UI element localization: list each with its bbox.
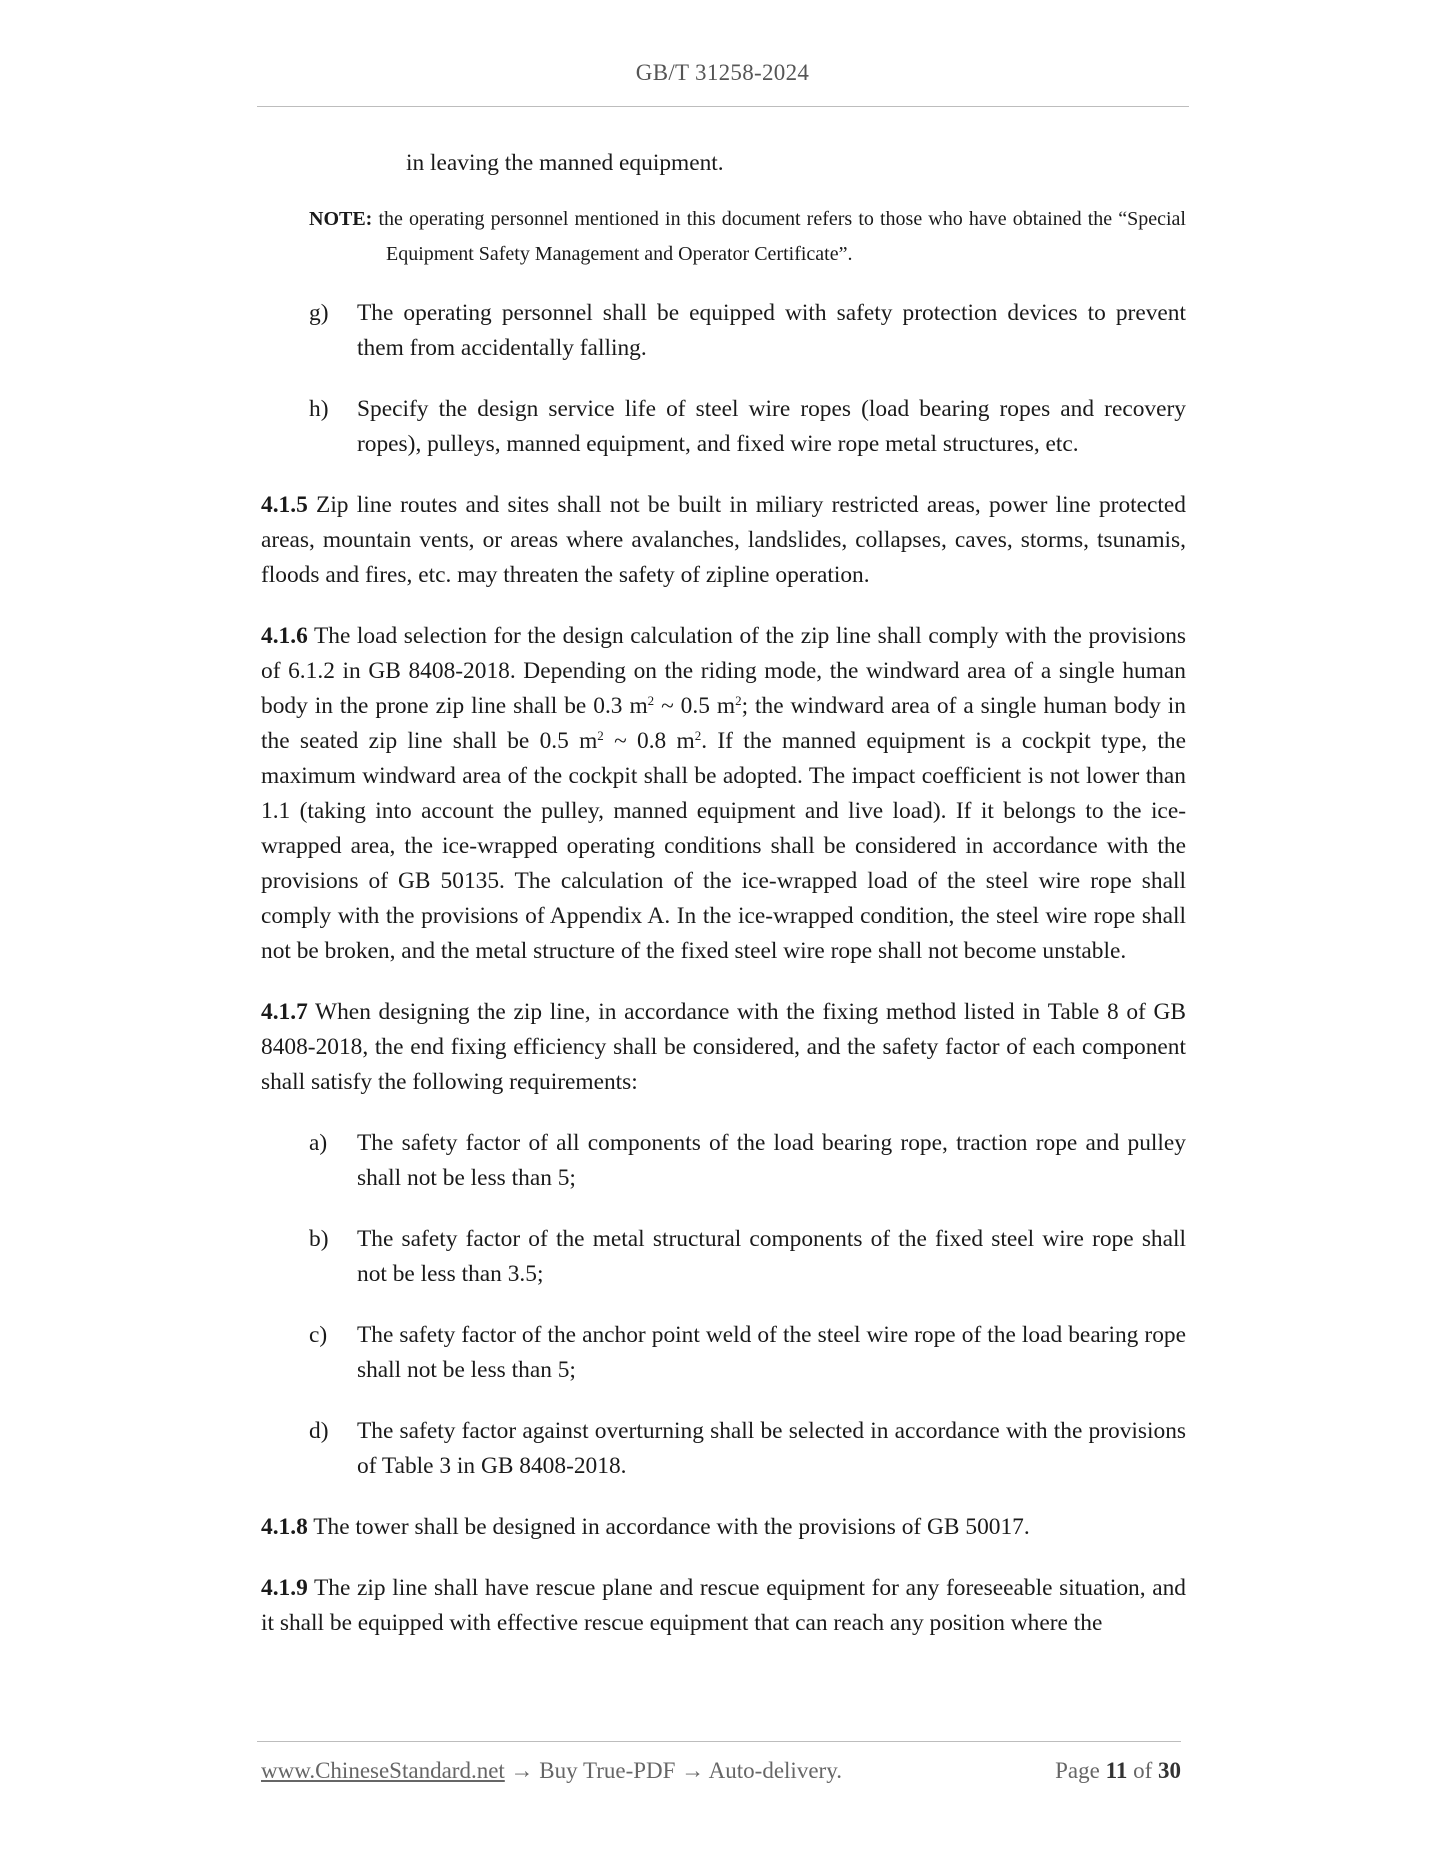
list-text: Specify the design service life of steel wire ropes (load bearing ropes and recovery ropes), pulleys, manned equipment, and fixed wire rope metal structures, etc.: [357, 396, 1186, 457]
list-item-h: [309, 392, 1186, 462]
superscript: 2: [647, 693, 655, 708]
list-item-d: [309, 1414, 1186, 1484]
list-marker: a): [309, 1130, 328, 1156]
clause-4-1-9: [261, 1571, 1186, 1641]
page-body: [261, 146, 1186, 1667]
clause-text-part: ~ 0.5 m: [654, 693, 736, 719]
clause-4-1-8: [261, 1510, 1186, 1545]
list-text: The operating personnel shall be equipped with safety protection devices to prevent them from accidentally falling.: [357, 300, 1186, 361]
list-item-c: [309, 1318, 1186, 1388]
current-page: 11: [1105, 1758, 1128, 1783]
clause-text-part: ; the windward area of a single human body in the seated zip line shall be 0.5 m: [261, 693, 1186, 754]
list-item-a: [309, 1126, 1186, 1196]
superscript: 2: [694, 728, 702, 743]
list-marker: d): [309, 1418, 329, 1444]
list-marker: h): [309, 396, 329, 422]
superscript: 2: [735, 693, 742, 708]
clause-text: The tower shall be designed in accordance with the provisions of GB 50017.: [307, 1514, 1030, 1540]
header-divider: [257, 106, 1189, 107]
list-item-g: [309, 296, 1186, 366]
list-marker: b): [309, 1226, 329, 1252]
page-footer: [261, 1758, 1181, 1788]
footer-divider: [257, 1741, 1181, 1742]
website-link[interactable]: www.ChineseStandard.net: [261, 1758, 505, 1783]
page-label: Page: [1055, 1758, 1106, 1783]
continued-list-text: in leaving the manned equipment.: [406, 150, 724, 176]
arrow-icon: →: [504, 1758, 540, 1783]
clause-4-1-5: [261, 488, 1186, 593]
note-block: [309, 202, 1186, 272]
list-text: The safety factor of all components of the load bearing rope, traction rope and pulley shall not be less than 5;: [357, 1130, 1186, 1191]
clause-text-part: . If the manned equipment is a cockpit type, the maximum windward area of the cockpit shall be adopted. The impact coefficient is not lower than 1.1 (taking into account the pulley, manned equipment and live load). If it belongs to the ice-wrapped area, the ice-wrapped operating conditions shall be considered in accordance with the provisions of GB 50135. The calculation of the ice-wrapped load of the steel wire rope shall comply with the provisions of Appendix A. In the ice-wrapped condition, the steel wire rope shall not be broken, and the metal structure of the fixed steel wire rope shall not become unstable.: [261, 728, 1187, 964]
list-text: The safety factor of the metal structural components of the fixed steel wire rope shall not be less than 3.5;: [357, 1226, 1186, 1287]
clause-number: 4.1.7: [261, 999, 308, 1025]
clause-4-1-7: [261, 995, 1186, 1100]
footer-links: [261, 1758, 842, 1784]
clause-text-part: The load selection for the design calculation of the zip line shall comply with the provisions of 6.1.2 in GB 8408-2018. Depending on the riding mode, the windward area of a single human body in the prone zip line shall be 0.3 m: [261, 623, 1186, 719]
clause-number: 4.1.5: [261, 492, 308, 518]
arrow-icon: →: [675, 1758, 709, 1783]
note-text: the operating personnel mentioned in this document refers to those who have obtained the “Special Equipment Safety Management and Operator Certificate”.: [372, 208, 1186, 265]
clause-number: 4.1.6: [261, 623, 308, 649]
list-text: The safety factor of the anchor point weld of the steel wire rope of the load bearing rope shall not be less than 5;: [357, 1322, 1186, 1383]
note-label: NOTE:: [309, 208, 373, 230]
superscript: 2: [597, 728, 604, 743]
auto-delivery-text: Auto-delivery.: [708, 1758, 842, 1783]
clause-number: 4.1.8: [261, 1514, 308, 1540]
buy-pdf-text: Buy True-PDF: [539, 1758, 676, 1783]
page-number: [1055, 1758, 1181, 1784]
page-of: of: [1127, 1758, 1158, 1783]
clause-text: Zip line routes and sites shall not be built in miliary restricted areas, power line protected areas, mountain vents, or areas where avalanches, landslides, collapses, caves, storms, tsunamis, floods and fires, etc. may threaten the safety of zipline operation.: [261, 492, 1186, 588]
clause-text: When designing the zip line, in accordance with the fixing method listed in Table 8 of GB 8408-2018, the end fixing efficiency shall be considered, and the safety factor of each component shall satisfy the following requirements:: [261, 999, 1186, 1095]
clause-text-part: ~ 0.8 m: [603, 728, 695, 754]
document-header: GB/T 31258-2024: [635, 60, 810, 85]
clause-4-1-6: [261, 619, 1186, 969]
total-pages: 30: [1158, 1758, 1181, 1783]
list-item-b: [309, 1222, 1186, 1292]
list-marker: g): [309, 300, 329, 326]
clause-number: 4.1.9: [261, 1575, 308, 1601]
clause-text: The zip line shall have rescue plane and rescue equipment for any foreseeable situation, and it shall be equipped with effective rescue equipment that can reach any position where the: [261, 1575, 1186, 1636]
list-marker: c): [309, 1322, 328, 1348]
list-text: The safety factor against overturning shall be selected in accordance with the provisions of Table 3 in GB 8408-2018.: [357, 1418, 1186, 1479]
